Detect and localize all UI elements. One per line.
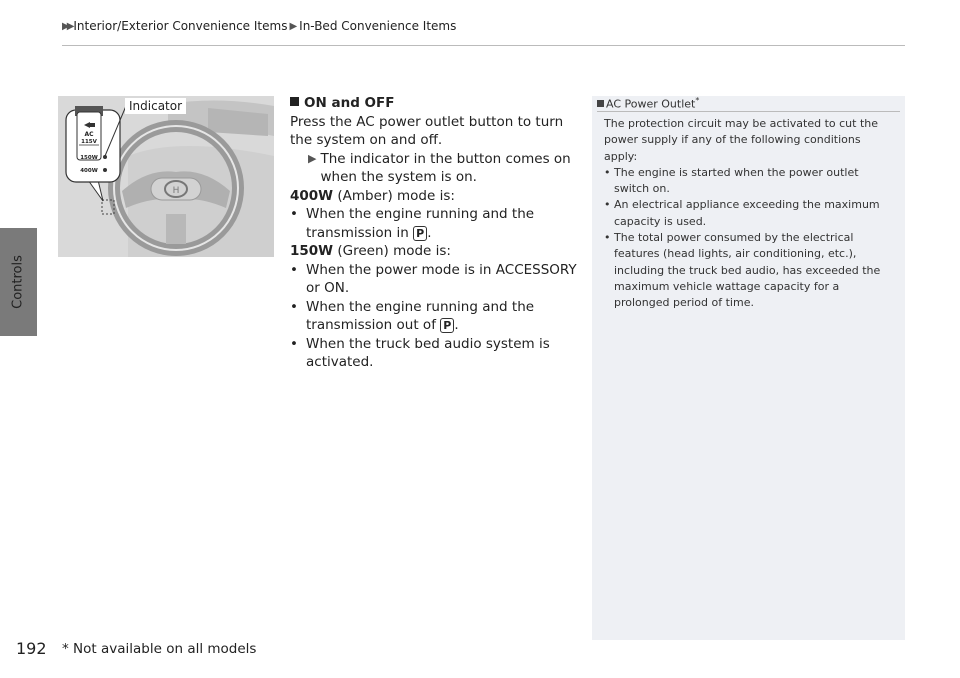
- dashboard-illustration: [58, 96, 274, 257]
- bullet-dot-icon: •: [290, 206, 298, 222]
- list-item: • When the engine running and the transmission out of P .: [290, 298, 535, 333]
- section-heading: ON and OFF: [290, 94, 580, 113]
- list-item: • When the power mode is in ACCESSORY or ON.: [290, 261, 577, 296]
- note-intro: The protection circuit may be activated to cut the power supply if any of the following conditions apply:: [604, 117, 879, 163]
- button-label-voltage: 115V: [81, 139, 97, 145]
- bullet-dot-icon: •: [290, 335, 298, 352]
- park-key-icon: P: [440, 318, 454, 333]
- chapter-label: Controls: [10, 255, 26, 309]
- square-bullet-icon: [290, 97, 299, 106]
- list-item: • An electrical appliance exceeding the maximum capacity is used.: [604, 197, 896, 230]
- main-content: [290, 94, 580, 372]
- list-item: • When the engine running and the transmission in P .: [290, 206, 535, 241]
- bullet-dot-icon: •: [290, 298, 298, 315]
- note-body: [604, 116, 896, 312]
- bullet-dot-icon: •: [604, 165, 611, 179]
- note-title: AC Power Outlet*: [597, 96, 699, 111]
- breadcrumb-section: Interior/Exterior Convenience Items: [73, 19, 288, 33]
- result-note: ▶ The indicator in the button comes on when the system is on.: [308, 150, 571, 185]
- bullet-dot-icon: •: [290, 261, 298, 278]
- breadcrumb: [62, 19, 456, 33]
- header-divider: [62, 45, 905, 46]
- note-marker-icon: [597, 100, 604, 107]
- arrow-icon: ▶: [289, 20, 298, 32]
- list-item: • When the truck bed audio system is activated.: [290, 335, 550, 370]
- result-arrow-icon: ▶: [308, 151, 317, 165]
- list-item: • The engine is started when the power outlet switch on.: [604, 165, 896, 198]
- button-label-ac: AC: [84, 131, 94, 138]
- bullet-dot-icon: •: [604, 231, 611, 245]
- breadcrumb-subsection: In-Bed Convenience Items: [299, 19, 457, 33]
- mode-150w-heading: 150W (Green) mode is:: [290, 243, 451, 259]
- mode-400w-heading: 400W (Amber) mode is:: [290, 187, 455, 204]
- svg-text:H: H: [172, 186, 180, 196]
- dashboard-drawing: [58, 96, 274, 257]
- park-key-icon: P: [413, 226, 427, 241]
- list-item: • The total power consumed by the electrical features (head lights, air conditioning, etc.), including the truck bed audio, has exceeded the maximum vehicle wattage capacity for a prolonged period of time.: [604, 230, 896, 311]
- note-divider: [597, 111, 900, 112]
- mode-label-400w: 400W: [80, 168, 98, 174]
- mode-label-150w: 150W: [80, 155, 98, 161]
- bullet-dot-icon: •: [604, 198, 611, 212]
- footnote: * Not available on all models: [62, 641, 257, 657]
- intro-text: Press the AC power outlet button to turn the system on and off.: [290, 113, 564, 148]
- page-number: 192: [16, 639, 47, 658]
- double-arrow-icon: ▶▶: [62, 20, 72, 32]
- indicator-callout-label: Indicator: [125, 98, 186, 114]
